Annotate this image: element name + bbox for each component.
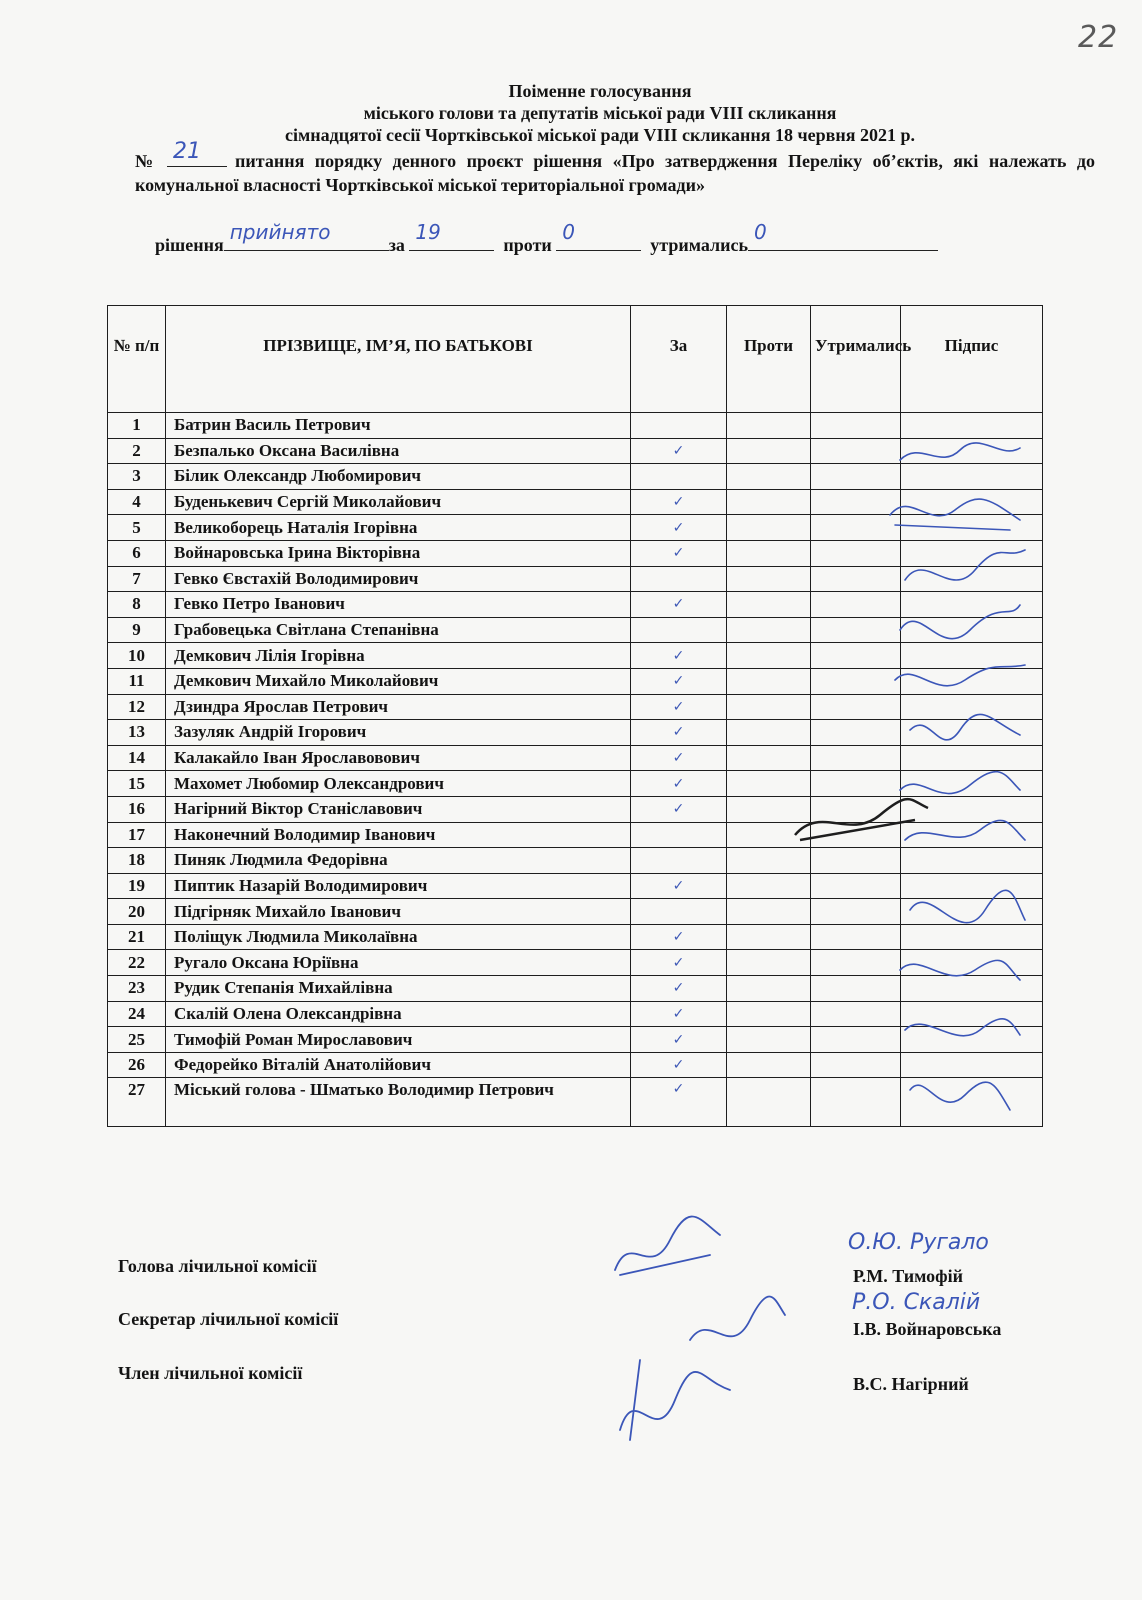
row-name: Гевко Євстахій Володимирович <box>166 566 631 592</box>
row-name: Войнаровська Ірина Вікторівна <box>166 540 631 566</box>
row-for-mark <box>631 413 727 439</box>
row-name: Скалій Олена Олександрівна <box>166 1001 631 1027</box>
row-name: Міський голова - Шматько Володимир Петрович <box>166 1078 631 1127</box>
row-name: Безпалько Оксана Василівна <box>166 438 631 464</box>
row-number: 2 <box>108 438 166 464</box>
row-name: Демкович Михайло Миколайович <box>166 668 631 694</box>
row-name: Грабовецька Світлана Степанівна <box>166 617 631 643</box>
row-name: Ругало Оксана Юріївна <box>166 950 631 976</box>
row-number: 4 <box>108 489 166 515</box>
for-label: за <box>388 235 405 255</box>
row-against <box>727 848 811 874</box>
row-name: Буденькевич Сергій Миколайович <box>166 489 631 515</box>
row-name: Підгірняк Михайло Іванович <box>166 899 631 925</box>
document-title: Поіменне голосування <box>508 81 692 101</box>
row-against <box>727 950 811 976</box>
row-name: Махомет Любомир Олександрович <box>166 771 631 797</box>
row-name: Великоборець Наталія Ігорівна <box>166 515 631 541</box>
row-number: 6 <box>108 540 166 566</box>
row-against <box>727 566 811 592</box>
row-for-mark <box>631 822 727 848</box>
row-for-mark: ✓ <box>631 1052 727 1078</box>
session-line: сімнадцятої сесії Чортківської міської ради VIII скликання 18 червня 2021 р. <box>285 125 915 145</box>
decision-line <box>155 220 1055 257</box>
row-number: 7 <box>108 566 166 592</box>
row-number: 17 <box>108 822 166 848</box>
row-for-mark: ✓ <box>631 924 727 950</box>
header-for: За <box>631 306 727 413</box>
row-number: 3 <box>108 464 166 490</box>
commission-signatures-image <box>600 1200 800 1460</box>
question-number-blank <box>167 139 227 167</box>
abstain-value: 0 <box>754 220 767 244</box>
row-name: Демкович Лілія Ігорівна <box>166 643 631 669</box>
question-prefix: № <box>135 151 160 171</box>
row-against <box>727 540 811 566</box>
row-for-mark <box>631 899 727 925</box>
row-against <box>727 745 811 771</box>
handwritten-note-1: О.Ю. Ругало <box>848 1230 989 1255</box>
row-name: Нагірний Віктор Станіславович <box>166 796 631 822</box>
row-against <box>727 1052 811 1078</box>
row-name: Гевко Петро Іванович <box>166 592 631 618</box>
row-against <box>727 515 811 541</box>
row-number: 15 <box>108 771 166 797</box>
row-name: Рудик Степанія Михайлівна <box>166 976 631 1002</box>
row-name: Дзиндра Ярослав Петрович <box>166 694 631 720</box>
row-number: 11 <box>108 668 166 694</box>
row-for-mark: ✓ <box>631 950 727 976</box>
row-number: 23 <box>108 976 166 1002</box>
row-for-mark: ✓ <box>631 1027 727 1053</box>
row-number: 9 <box>108 617 166 643</box>
header-against: Проти <box>727 306 811 413</box>
decision-value: прийнято <box>229 220 331 244</box>
row-for-mark: ✓ <box>631 720 727 746</box>
row-name: Поліщук Людмила Миколаївна <box>166 924 631 950</box>
secretary-label: Секретар лічильної комісії <box>118 1309 339 1329</box>
handwritten-note-2: Р.О. Скалій <box>852 1290 981 1315</box>
row-against <box>727 899 811 925</box>
row-for-mark: ✓ <box>631 515 727 541</box>
row-against <box>727 643 811 669</box>
row-number: 5 <box>108 515 166 541</box>
row-against <box>727 592 811 618</box>
mayor-signature-image <box>790 790 930 850</box>
row-number: 24 <box>108 1001 166 1027</box>
row-for-mark: ✓ <box>631 1001 727 1027</box>
row-for-mark: ✓ <box>631 1078 727 1127</box>
row-for-mark <box>631 617 727 643</box>
question-text: питання порядку денного проєкт рішення «Про затвердження Переліку об’єктів, які належать до комунальної власності Чортківської міської територіальної громади» <box>135 151 1095 195</box>
row-against <box>727 976 811 1002</box>
secretary-name: І.В. Войнаровська <box>853 1319 1002 1339</box>
row-number: 20 <box>108 899 166 925</box>
against-value: 0 <box>562 220 576 244</box>
abstain-blank <box>748 220 938 251</box>
row-for-mark: ✓ <box>631 540 727 566</box>
member-name: В.С. Нагірний <box>853 1374 969 1394</box>
row-for-mark <box>631 848 727 874</box>
row-for-mark: ✓ <box>631 796 727 822</box>
row-against <box>727 1027 811 1053</box>
row-for-mark: ✓ <box>631 643 727 669</box>
row-name: Федорейко Віталій Анатолійович <box>166 1052 631 1078</box>
question-number-handwritten: 21 <box>173 139 202 164</box>
row-number: 18 <box>108 848 166 874</box>
row-against <box>727 617 811 643</box>
row-for-mark: ✓ <box>631 592 727 618</box>
row-for-mark <box>631 464 727 490</box>
row-number: 25 <box>108 1027 166 1053</box>
row-against <box>727 438 811 464</box>
row-for-mark: ✓ <box>631 873 727 899</box>
row-number: 26 <box>108 1052 166 1078</box>
row-against <box>727 1001 811 1027</box>
header-num: № п/п <box>108 306 166 413</box>
for-value: 19 <box>415 220 441 244</box>
row-against <box>727 720 811 746</box>
row-name: Батрин Василь Петрович <box>166 413 631 439</box>
member-label: Член лічильної комісії <box>118 1363 303 1383</box>
row-for-mark: ✓ <box>631 489 727 515</box>
decision-blank <box>224 220 389 251</box>
row-for-mark: ✓ <box>631 694 727 720</box>
row-against <box>727 668 811 694</box>
row-number: 1 <box>108 413 166 439</box>
header-name: ПРІЗВИЩЕ, ІМ’Я, ПО БАТЬКОВІ <box>166 306 631 413</box>
header-signature: Підпис <box>901 306 1043 413</box>
for-blank <box>409 220 494 251</box>
row-against <box>727 873 811 899</box>
against-blank <box>556 220 641 251</box>
row-name: Калакайло Іван Ярославовович <box>166 745 631 771</box>
row-name: Тимофій Роман Мирославович <box>166 1027 631 1053</box>
row-name: Наконечний Володимир Іванович <box>166 822 631 848</box>
row-number: 14 <box>108 745 166 771</box>
row-for-mark: ✓ <box>631 771 727 797</box>
page-number: 22 <box>1078 20 1119 55</box>
row-number: 21 <box>108 924 166 950</box>
decision-label: рішення <box>155 235 224 255</box>
header-abstain: Утримались <box>811 306 901 413</box>
abstain-label: утримались <box>650 235 748 255</box>
row-against <box>727 694 811 720</box>
row-for-mark <box>631 566 727 592</box>
row-number: 22 <box>108 950 166 976</box>
row-for-mark: ✓ <box>631 438 727 464</box>
row-against <box>727 489 811 515</box>
row-number: 10 <box>108 643 166 669</box>
row-name: Пиптик Назарій Володимирович <box>166 873 631 899</box>
row-for-mark: ✓ <box>631 745 727 771</box>
row-number: 27 <box>108 1078 166 1127</box>
head-label: Голова лічильної комісії <box>118 1256 317 1276</box>
row-number: 12 <box>108 694 166 720</box>
row-name: Зазуляк Андрій Ігорович <box>166 720 631 746</box>
row-against <box>727 413 811 439</box>
row-number: 16 <box>108 796 166 822</box>
row-for-mark: ✓ <box>631 976 727 1002</box>
vote-table-header <box>108 306 1043 413</box>
row-against <box>727 1078 811 1127</box>
row-against <box>727 924 811 950</box>
document-subtitle: міського голови та депутатів міської ради VIII скликання <box>363 103 837 123</box>
row-number: 13 <box>108 720 166 746</box>
row-for-mark: ✓ <box>631 668 727 694</box>
against-label: проти <box>503 235 552 255</box>
row-name: Пиняк Людмила Федорівна <box>166 848 631 874</box>
head-name: Р.М. Тимофій <box>853 1266 964 1286</box>
row-name: Білик Олександр Любомирович <box>166 464 631 490</box>
row-against <box>727 464 811 490</box>
question-paragraph <box>135 139 1095 197</box>
row-number: 19 <box>108 873 166 899</box>
row-number: 8 <box>108 592 166 618</box>
